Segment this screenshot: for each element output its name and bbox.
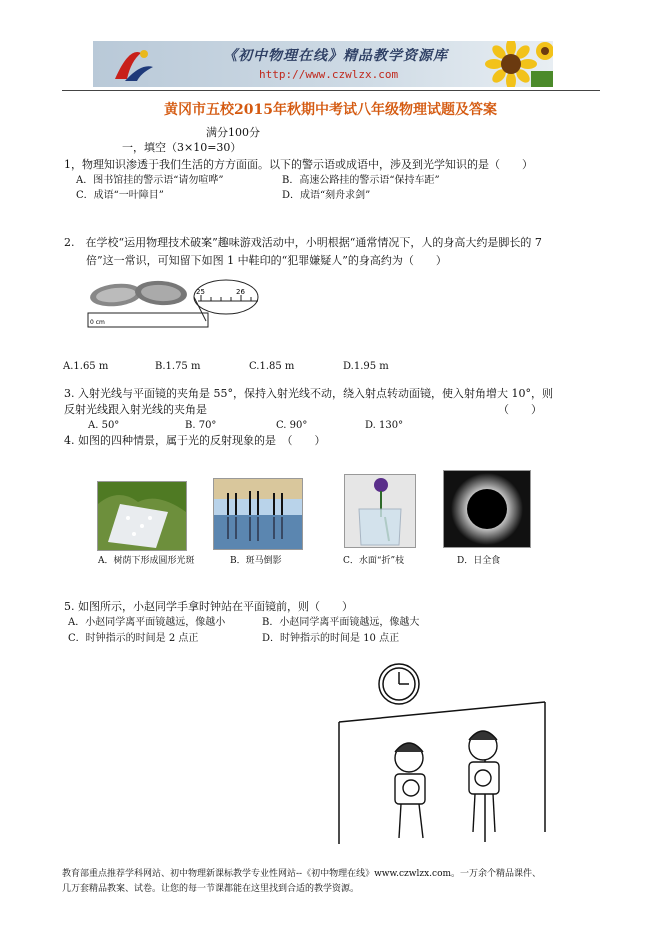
q3-option-d[interactable]: D. 130° (365, 420, 404, 431)
q1-option-d[interactable]: D．成语“刻舟求剑” (282, 190, 371, 201)
q4-caption-c[interactable]: C．水面“折”枝 (343, 556, 405, 566)
q3-option-b[interactable]: B. 70° (185, 420, 217, 431)
q2-option-d[interactable]: D.1.95 m (343, 361, 389, 372)
document-title: 黄冈市五校2015年秋期中考试八年级物理试题及答案 (164, 102, 497, 118)
q1-option-a[interactable]: A．图书馆挂的警示语“请勿喧哗” (76, 175, 224, 186)
ruler-tick-25: 25 (196, 288, 205, 296)
q2-option-b[interactable]: B.1.75 m (155, 361, 201, 372)
q3-answer-paren[interactable]: （ ） (498, 403, 542, 416)
footer-line-1: 教育部重点推荐学科网站、初中物理新课标教学专业性网站--《初中物理在线》www.czwlzx.com。一万余个精品课件、 (62, 869, 542, 879)
sunflower-icon (481, 41, 553, 87)
footer-line-2: 几万套精品教案、试卷。让您的每一节课都能在这里找到合适的教学资源。 (62, 884, 360, 894)
photo-zebra-reflection[interactable] (213, 478, 303, 550)
q4-caption-b[interactable]: B．斑马倒影 (230, 556, 282, 566)
header-banner (93, 41, 553, 87)
q4-caption-a[interactable]: A．树荫下形成圆形光斑 (98, 556, 195, 566)
q1-option-b[interactable]: B．高速公路挂的警示语“保持车距” (282, 175, 440, 186)
photo-tree-shadow[interactable] (97, 481, 187, 551)
mirror-clock-figure (335, 662, 557, 846)
ruler-tick-26: 26 (236, 288, 245, 296)
q5-option-b[interactable]: B．小赵同学离平面镜越远，像越大 (262, 617, 420, 628)
q2-option-c[interactable]: C.1.85 m (249, 361, 295, 372)
full-score: 满分100分 (206, 126, 260, 139)
question-2-stem-line2: 倍”这一常识，可知留下如图 1 中鞋印的“犯罪嫌疑人”的身高约为（ ） (86, 254, 447, 267)
q5-option-d[interactable]: D．时钟指示的时间是 10 点正 (262, 633, 400, 644)
q3-option-c[interactable]: C. 90° (276, 420, 308, 431)
question-5-stem: 5. 如图所示，小赵同学手拿时钟站在平面镜前，则（ ） (64, 600, 353, 613)
question-3-stem-line2: 反射光线跟入射光线的夹角是 (64, 403, 207, 416)
q1-option-c[interactable]: C．成语“一叶障目” (76, 190, 164, 201)
banner-url[interactable]: http://www.czwlzx.com (259, 68, 399, 81)
site-logo-icon (111, 45, 155, 85)
header-divider (62, 90, 600, 91)
question-4-stem: 4. 如图的四种情景，属于光的反射现象的是 （ ） (64, 434, 326, 447)
q3-option-a[interactable]: A. 50° (88, 420, 120, 431)
banner-title: 《初中物理在线》精品教学资源库 (223, 48, 448, 64)
q5-option-c[interactable]: C．时钟指示的时间是 2 点正 (68, 633, 199, 644)
q4-caption-d[interactable]: D．日全食 (457, 556, 501, 566)
footprint-figure (86, 273, 266, 333)
photo-solar-eclipse[interactable] (443, 470, 531, 548)
question-1-stem: 1，物理知识渗透于我们生活的方方面面。以下的警示语或成语中，涉及到光学知识的是（ ） (64, 158, 533, 171)
q5-option-a[interactable]: A．小赵同学离平面镜越远，像越小 (68, 617, 226, 628)
question-3-stem-line1: 3. 入射光线与平面镜的夹角是 55°，保持入射光线不动，绕入射点转动面镜，使入射角增大 10°，则 (64, 387, 553, 400)
q2-option-a[interactable]: A.1.65 m (63, 361, 109, 372)
question-2-stem-line1: 2. 在学校“运用物理技术破案”趣味游戏活动中，小明根据“通常情况下，人的身高大约是脚长的 7 (64, 236, 542, 249)
photo-bent-stem[interactable] (344, 474, 416, 548)
ruler-zero-label: 0 cm (90, 319, 105, 326)
section-heading: 一，填空（3×10=30） (122, 141, 242, 154)
